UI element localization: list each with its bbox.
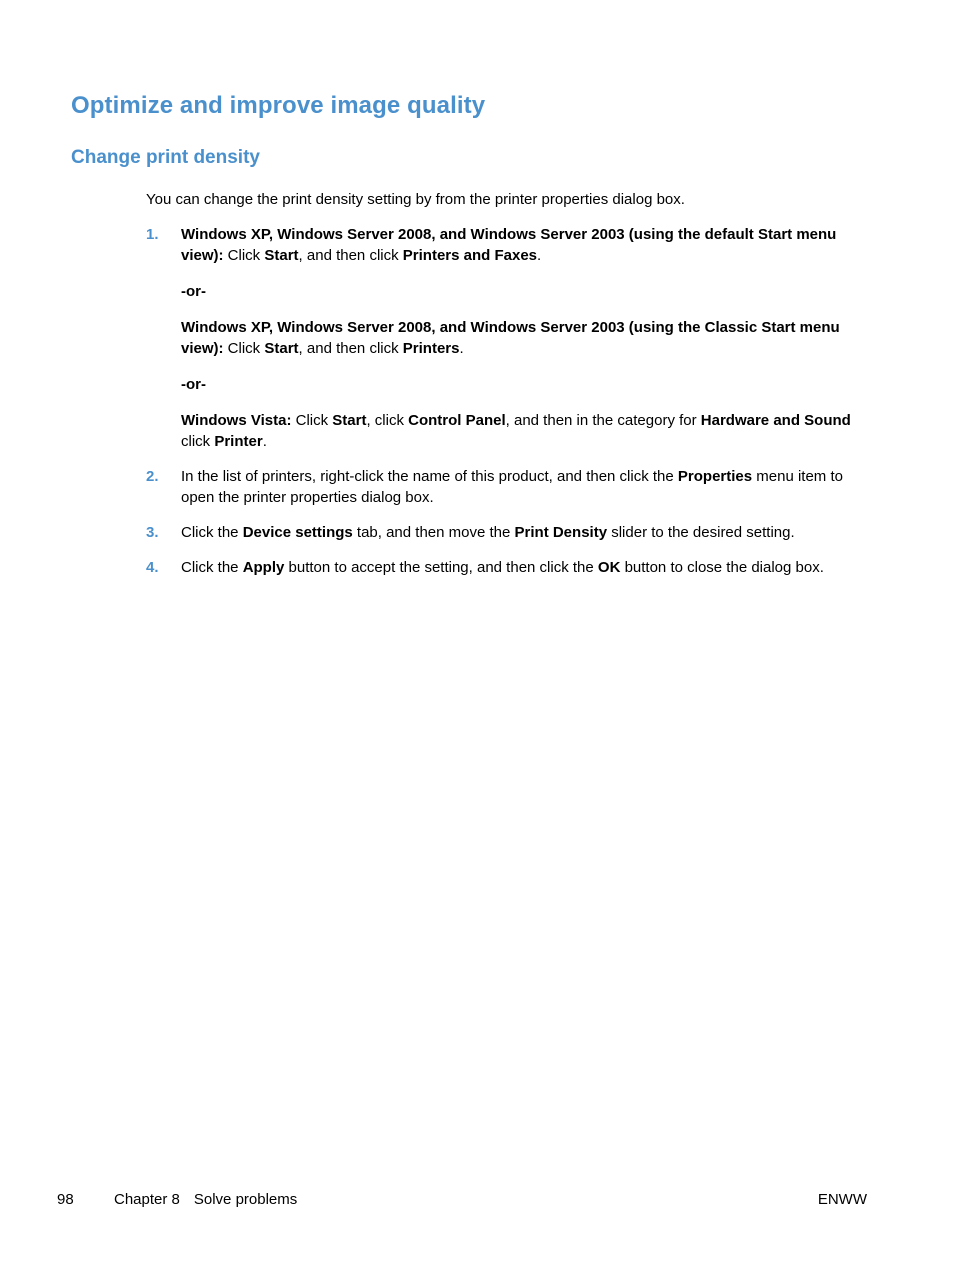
step-text: . <box>459 340 464 357</box>
os-label: Windows XP, Windows Server 2008, and Windows Server 2003 (using the Classic Start menu view): <box>181 319 840 357</box>
or-separator <box>181 374 866 395</box>
page-number: 98 <box>57 1191 74 1208</box>
step-number: 3. <box>146 524 159 541</box>
step-2-text <box>181 466 866 508</box>
step-text: Click <box>291 412 333 429</box>
step-1-vista <box>181 410 866 452</box>
footer-chapter <box>114 1189 297 1210</box>
step-text: tab, and then move the <box>352 524 515 541</box>
ui-term: Start <box>264 340 299 357</box>
ui-term: Apply <box>242 559 285 576</box>
step-text: Click <box>223 340 265 357</box>
step-text: , and then click <box>298 247 403 264</box>
step-4-text <box>181 557 866 578</box>
chapter-title: Solve problems <box>193 1191 298 1208</box>
step-text: Click the <box>181 559 243 576</box>
step-text: button to accept the setting, and then click the <box>284 559 598 576</box>
step-text: button to close the dialog box. <box>620 559 824 576</box>
ui-term: Start <box>264 247 299 264</box>
os-label: Windows XP, Windows Server 2008, and Windows Server 2003 (using the default Start menu view): <box>181 226 837 264</box>
step-3-text <box>181 522 866 543</box>
step-3 <box>146 522 866 543</box>
step-2 <box>146 466 866 508</box>
step-text: . <box>537 247 542 264</box>
page-heading: Optimize and improve image quality <box>71 92 486 119</box>
ui-term: OK <box>597 559 621 576</box>
footer-locale: ENWW <box>817 1191 867 1208</box>
ui-term: Printers and Faxes <box>402 247 538 264</box>
step-number: 4. <box>146 559 159 576</box>
step-1-xp-default <box>181 224 866 266</box>
step-text: menu item to open the printer properties dialog box. <box>181 468 843 506</box>
ui-term: Device settings <box>242 524 353 541</box>
os-label: Windows Vista: <box>181 412 292 429</box>
step-1-xp-classic <box>181 317 866 359</box>
or-label: -or- <box>181 376 206 393</box>
step-text: , and then click <box>298 340 403 357</box>
step-text: In the list of printers, right-click the name of this product, and then click the <box>181 468 678 485</box>
step-text: Click the <box>181 524 243 541</box>
ui-term: Control Panel <box>408 412 506 429</box>
step-number: 1. <box>146 226 159 243</box>
ui-term: Print Density <box>514 524 608 541</box>
step-text: click <box>181 433 215 450</box>
step-text: slider to the desired setting. <box>607 524 795 541</box>
ui-term: Hardware and Sound <box>700 412 851 429</box>
step-text: . <box>262 433 267 450</box>
ui-term: Printers <box>402 340 460 357</box>
or-label: -or- <box>181 283 206 300</box>
section-heading: Change print density <box>71 147 260 168</box>
intro-paragraph: You can change the print density setting by from the printer properties dialog box. <box>146 191 685 208</box>
step-1 <box>146 224 866 452</box>
ui-term: Properties <box>677 468 753 485</box>
step-text: , and then in the category for <box>505 412 701 429</box>
step-text: , click <box>366 412 409 429</box>
or-separator <box>181 281 866 302</box>
ui-term: Printer <box>214 433 263 450</box>
step-number: 2. <box>146 468 159 485</box>
steps-list <box>146 224 866 592</box>
step-4 <box>146 557 866 578</box>
chapter-label: Chapter 8 <box>114 1191 180 1208</box>
ui-term: Start <box>332 412 367 429</box>
step-text: Click <box>223 247 265 264</box>
